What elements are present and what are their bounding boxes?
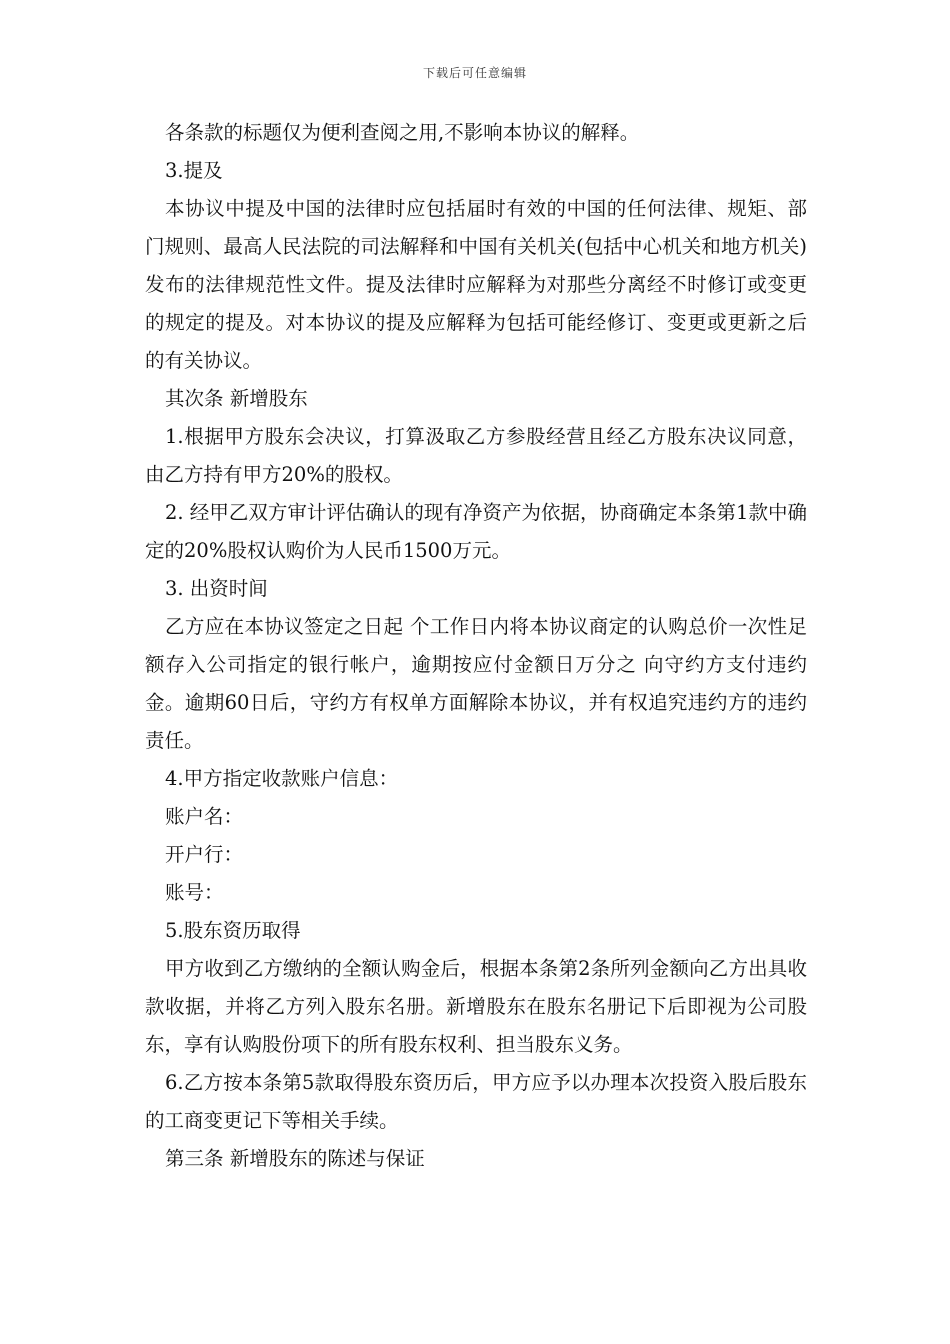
paragraph-payment-time: 乙方应在本协议签定之日起 个工作日内将本协议商定的认购总价一次性足额存入公司指定的银行帐户，逾期按应付金额日万分之 向守约方支付违约金。逾期60日后，守约方有权单方面解除本协议，并有权追究违约方的违约责任。 [145, 615, 807, 752]
paragraph-bank: 开户行： [165, 843, 244, 866]
paragraph-item-6: 6.乙方按本条第5款取得股东资历后，甲方应予以办理本次投资入股后股东的工商变更记下等相关手续。 [145, 1071, 807, 1132]
paragraph-item-3-title: 3. 出资时间 [165, 577, 268, 600]
paragraph-shareholder-qualification: 甲方收到乙方缴纳的全额认购金后，根据本条第2条所列金额向乙方出具收款收据，并将乙方列入股东名册。新增股东在股东名册记下后即视为公司股东，享有认购股份项下的所有股东权利、担当股东义务。 [145, 957, 807, 1056]
paragraph-item-2: 2. 经甲乙双方审计评估确认的现有净资产为依据，协商确定本条第1款中确定的20%股权认购价为人民币1500万元。 [145, 501, 807, 562]
paragraph-headings-note: 各条款的标题仅为便利查阅之用,不影响本协议的解释。 [165, 121, 640, 144]
paragraph-account-number: 账号： [165, 881, 224, 904]
paragraph-article-2-title: 其次条 新增股东 [165, 387, 308, 410]
document-body [145, 114, 807, 1178]
paragraph-law-reference: 本协议中提及中国的法律时应包括届时有效的中国的任何法律、规矩、部门规则、最高人民法院的司法解释和中国有关机关(包括中心机关和地方机关)发布的法律规范性文件。提及法律时应解释为对那些分离经不时修订或变更的规定的提及。对本协议的提及应解释为包括可能经修订、变更或更新之后的有关协议。 [145, 197, 807, 372]
paragraph-item-4-title: 4.甲方指定收款账户信息： [165, 767, 399, 790]
paragraph-item-1: 1.根据甲方股东会决议，打算汲取乙方参股经营且经乙方股东决议同意，由乙方持有甲方20%的股权。 [145, 425, 807, 486]
paragraph-section-3-title: 3.提及 [165, 159, 223, 182]
page-header: 下载后可任意编辑 [422, 66, 527, 80]
paragraph-item-5-title: 5.股东资历取得 [165, 919, 301, 942]
paragraph-account-name: 账户名： [165, 805, 244, 828]
paragraph-article-3-title: 第三条 新增股东的陈述与保证 [165, 1147, 425, 1170]
